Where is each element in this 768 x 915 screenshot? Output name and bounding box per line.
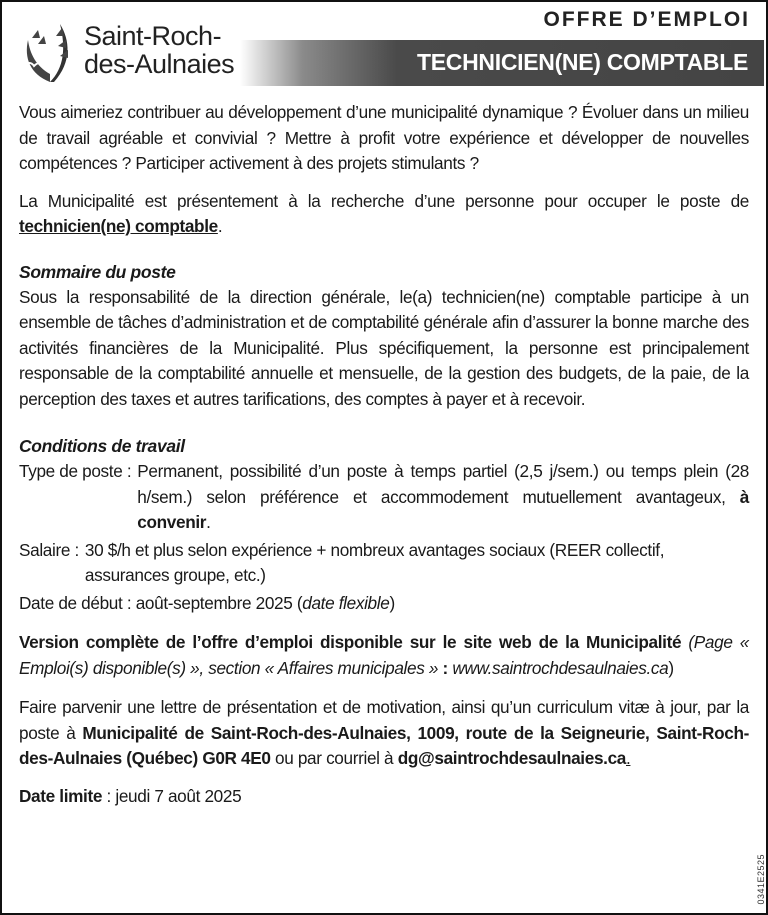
apply-text: Faire parvenir une lettre de présentation et de motivation, ainsi qu’un curriculum vitæ à jour, par la poste à bbox=[19, 697, 749, 743]
logo-line-1: Saint-Roch- bbox=[84, 21, 222, 51]
offre-label: OFFRE D’EMPLOI bbox=[543, 8, 750, 31]
type-label: Type de poste : bbox=[19, 461, 132, 481]
deadline-label: Date limite bbox=[19, 785, 103, 806]
poste-name: technicien(ne) comptable bbox=[19, 216, 218, 236]
apply-end: . bbox=[626, 748, 631, 768]
apply-text-2: ou par courriel à bbox=[270, 748, 398, 768]
search-paragraph bbox=[19, 189, 749, 240]
version-colon: : bbox=[442, 657, 448, 678]
version-italic: (Page « Emploi(s) disponible(s) », section « Affaires municipales » bbox=[19, 632, 749, 678]
sommaire-text: Sous la responsabilité de la direction générale, le(a) technicien(ne) comptable participe à un ensemble de tâches d’administration et de comptabilité générale afin d’assurer la bonne marche des activités financières de la Municipalité. Plus spécifiquement, la personne est principalement responsable de la comptabilité annuelle et mensuelle, de la gestion des budgets, de la paie, de la perception des taxes et autres tarifications, des comptes à payer et à recevoir. bbox=[19, 286, 749, 409]
sommaire-heading: Sommaire du poste bbox=[19, 261, 176, 282]
intro-paragraph: Vous aimeriez contribuer au développement d’une municipalité dynamique ? Évoluer dans un milieu de travail agréable et convivial ? Mettre à profit votre expérience et développer de nouvelles compétences ? Participer activement à des projets stimulants ? bbox=[19, 102, 749, 173]
municipality-logo bbox=[20, 18, 240, 88]
title-band bbox=[240, 40, 764, 86]
date-row bbox=[19, 591, 749, 617]
conditions-heading: Conditions de travail bbox=[19, 436, 185, 456]
search-end: . bbox=[217, 216, 223, 236]
ad-code: 0341E2525 bbox=[756, 854, 766, 905]
deadline bbox=[19, 784, 749, 810]
date-italic: date flexible bbox=[302, 592, 390, 613]
salaire-label: Salaire : bbox=[19, 539, 79, 560]
content bbox=[19, 100, 749, 809]
version-end: ) bbox=[668, 657, 674, 678]
apply-paragraph bbox=[19, 695, 749, 772]
type-bold: à convenir bbox=[137, 486, 749, 532]
date-label: Date de début : bbox=[19, 592, 132, 613]
website-link[interactable]: www.saintrochdesaulnaies.ca bbox=[447, 657, 669, 678]
address: Municipalité de Saint-Roch-des-Aulnaies, 1009, route de la Seigneurie, Saint-Roch-des-Aulnaies (Québec) G0R 4E0 bbox=[19, 722, 750, 768]
logo-line-2: des-Aulnaies bbox=[84, 49, 235, 79]
type-row bbox=[19, 459, 749, 536]
version-paragraph bbox=[19, 630, 749, 681]
deadline-value: : jeudi 7 août 2025 bbox=[102, 785, 242, 806]
type-end: . bbox=[206, 512, 211, 532]
search-text: La Municipalité est présentement à la recherche d’une personne pour occuper le poste de bbox=[19, 190, 749, 211]
date-value: août-septembre 2025 ( bbox=[131, 592, 303, 613]
salaire-row bbox=[19, 538, 749, 589]
header bbox=[0, 0, 768, 95]
salaire-value: 30 $/h et plus selon expérience + nombreux avantages sociaux (REER collectif, assurances groupe, etc.) bbox=[84, 539, 665, 585]
job-title: TECHNICIEN(NE) COMPTABLE bbox=[417, 49, 748, 75]
type-text: Permanent, possibilité d’un poste à temps partiel (2,5 j/sem.) ou temps plein (28 h/sem.) selon préférence et accommodement mutuellement avantageux, bbox=[137, 461, 749, 507]
date-end: ) bbox=[389, 592, 395, 613]
type-value bbox=[137, 459, 749, 536]
version-bold: Version complète de l’offre d’emploi disponible sur le site web de la Municipalité bbox=[19, 632, 682, 652]
email-link[interactable]: dg@saintrochdesaulnaies.ca bbox=[397, 748, 626, 768]
wheat-logo-icon bbox=[20, 18, 80, 84]
